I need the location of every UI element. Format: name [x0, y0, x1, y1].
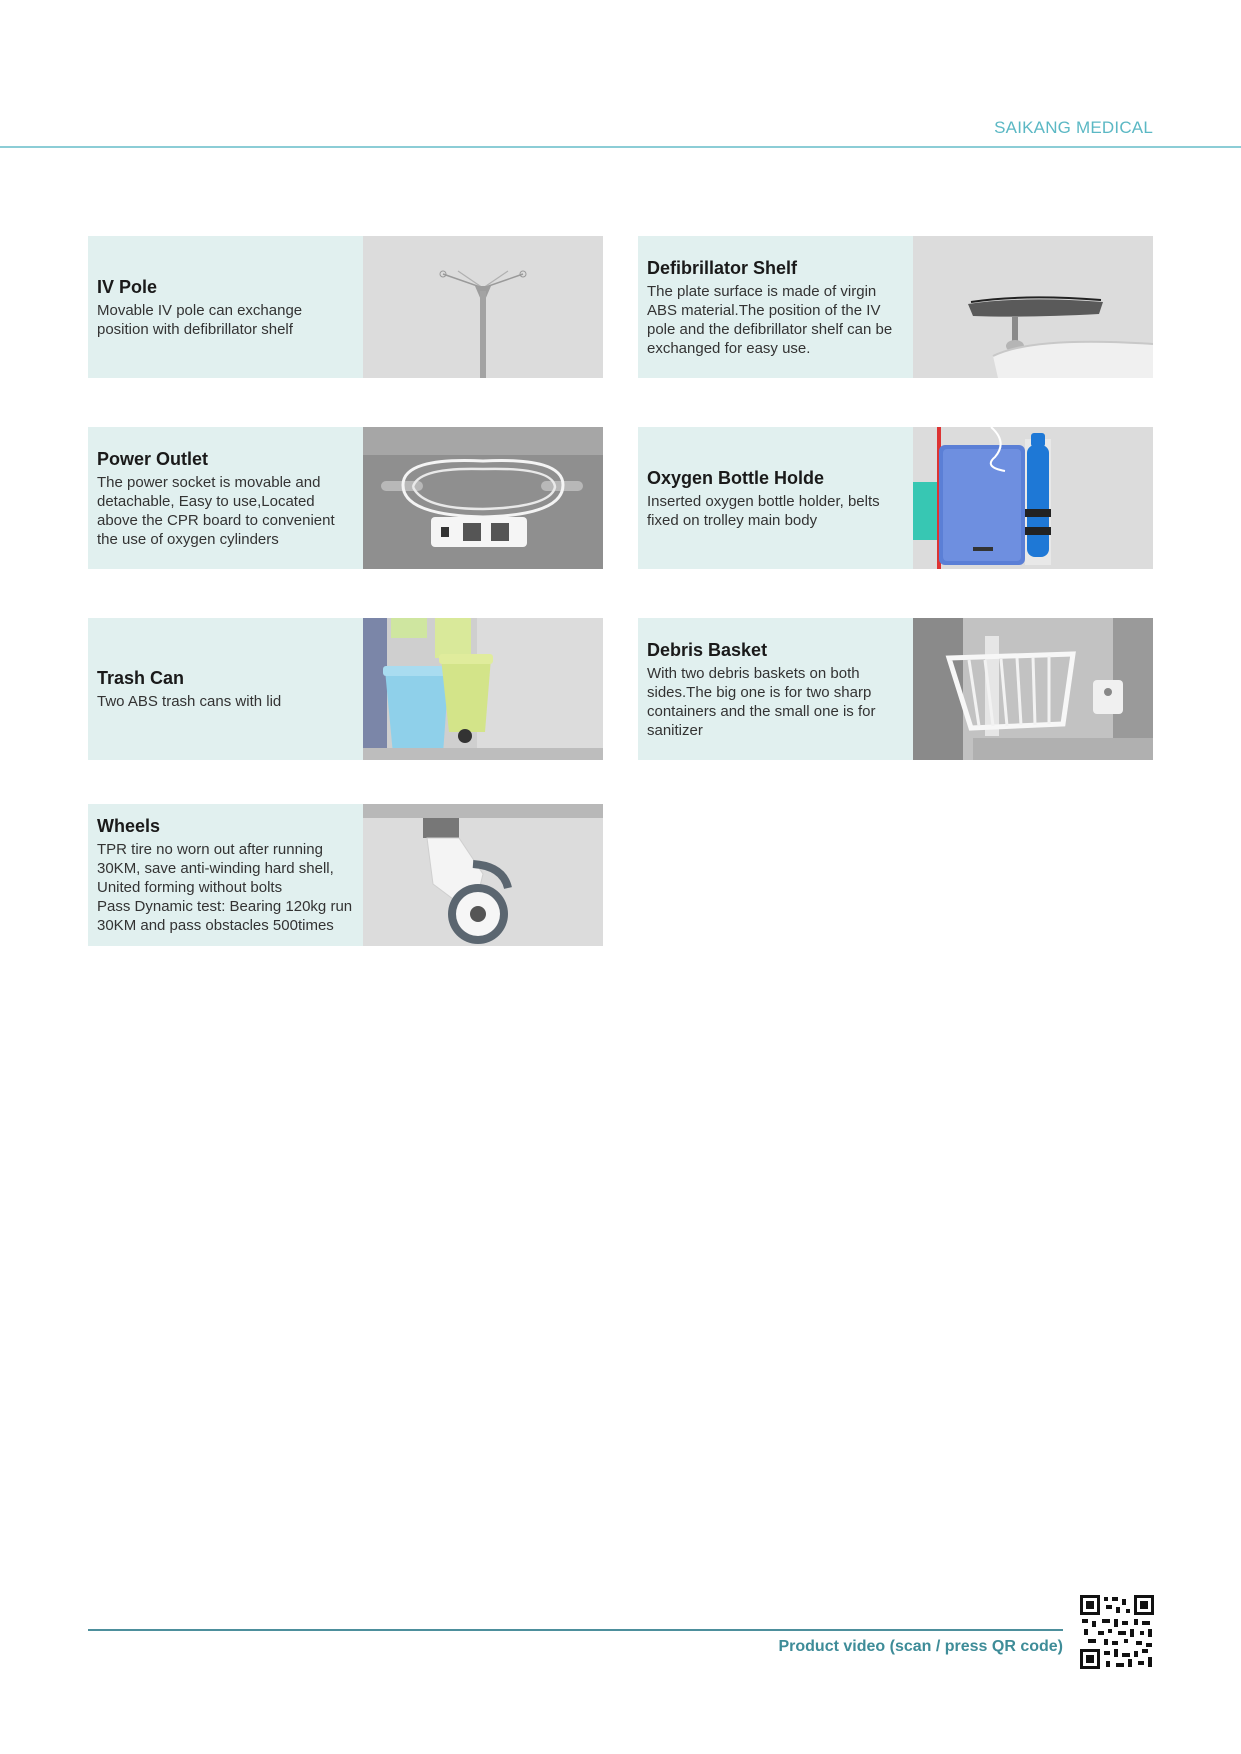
feature-title: Defibrillator Shelf — [647, 257, 798, 278]
feature-card-power-outlet — [88, 427, 603, 569]
iv-pole-image — [363, 236, 603, 378]
defibrillator-shelf-image — [913, 236, 1153, 378]
power-outlet-image — [363, 427, 603, 569]
feature-description: With two debris baskets on both sides.The big one is for two sharp containers and the small one is for sanitizer — [647, 664, 876, 739]
feature-description: Inserted oxygen bottle holder, belts fixed on trolley main body — [647, 492, 880, 529]
feature-title: IV Pole — [97, 276, 158, 297]
trash-can-image — [363, 618, 603, 760]
feature-card-defibrillator-shelf — [638, 236, 1153, 378]
header-divider — [0, 146, 1241, 148]
debris-basket-image — [913, 618, 1153, 760]
brand-name: SAIKANG MEDICAL — [994, 118, 1153, 137]
wheels-image — [363, 804, 603, 946]
feature-card-debris-basket — [638, 618, 1153, 760]
feature-description: Two ABS trash cans with lid — [97, 693, 282, 710]
feature-title: Power Outlet — [97, 448, 209, 469]
qr-code-icon[interactable] — [1080, 1595, 1154, 1669]
feature-title: Trash Can — [97, 668, 185, 688]
feature-card-iv-pole — [88, 236, 603, 378]
feature-card-wheels — [88, 804, 603, 946]
feature-title: Debris Basket — [647, 639, 768, 660]
product-video-label[interactable]: Product video (scan / press QR code) — [778, 1638, 1063, 1655]
oxygen-bottle-holder-image — [913, 427, 1153, 569]
feature-description: Movable IV pole can exchange position with defibrillator shelf — [97, 301, 303, 338]
footer-divider — [88, 1629, 1063, 1631]
feature-title: Wheels — [97, 816, 161, 836]
feature-description: TPR tire no worn out after running 30KM, save anti-winding hard shell, United forming without bolts Pass Dynamic test: Bearing 120kg run 30KM and pass obstacles 500times — [97, 841, 353, 934]
feature-card-trash-can — [88, 618, 603, 760]
feature-title: Oxygen Bottle Holde — [647, 467, 825, 488]
feature-description: The power socket is movable and detachable, Easy to use,Located above the CPR board to convenient the use of oxygen cylinders — [97, 473, 335, 548]
feature-card-oxygen-bottle-holder — [638, 427, 1153, 569]
feature-description: The plate surface is made of virgin ABS material.The position of the IV pole and the defibrillator shelf can be exchanged for easy use. — [647, 282, 893, 357]
